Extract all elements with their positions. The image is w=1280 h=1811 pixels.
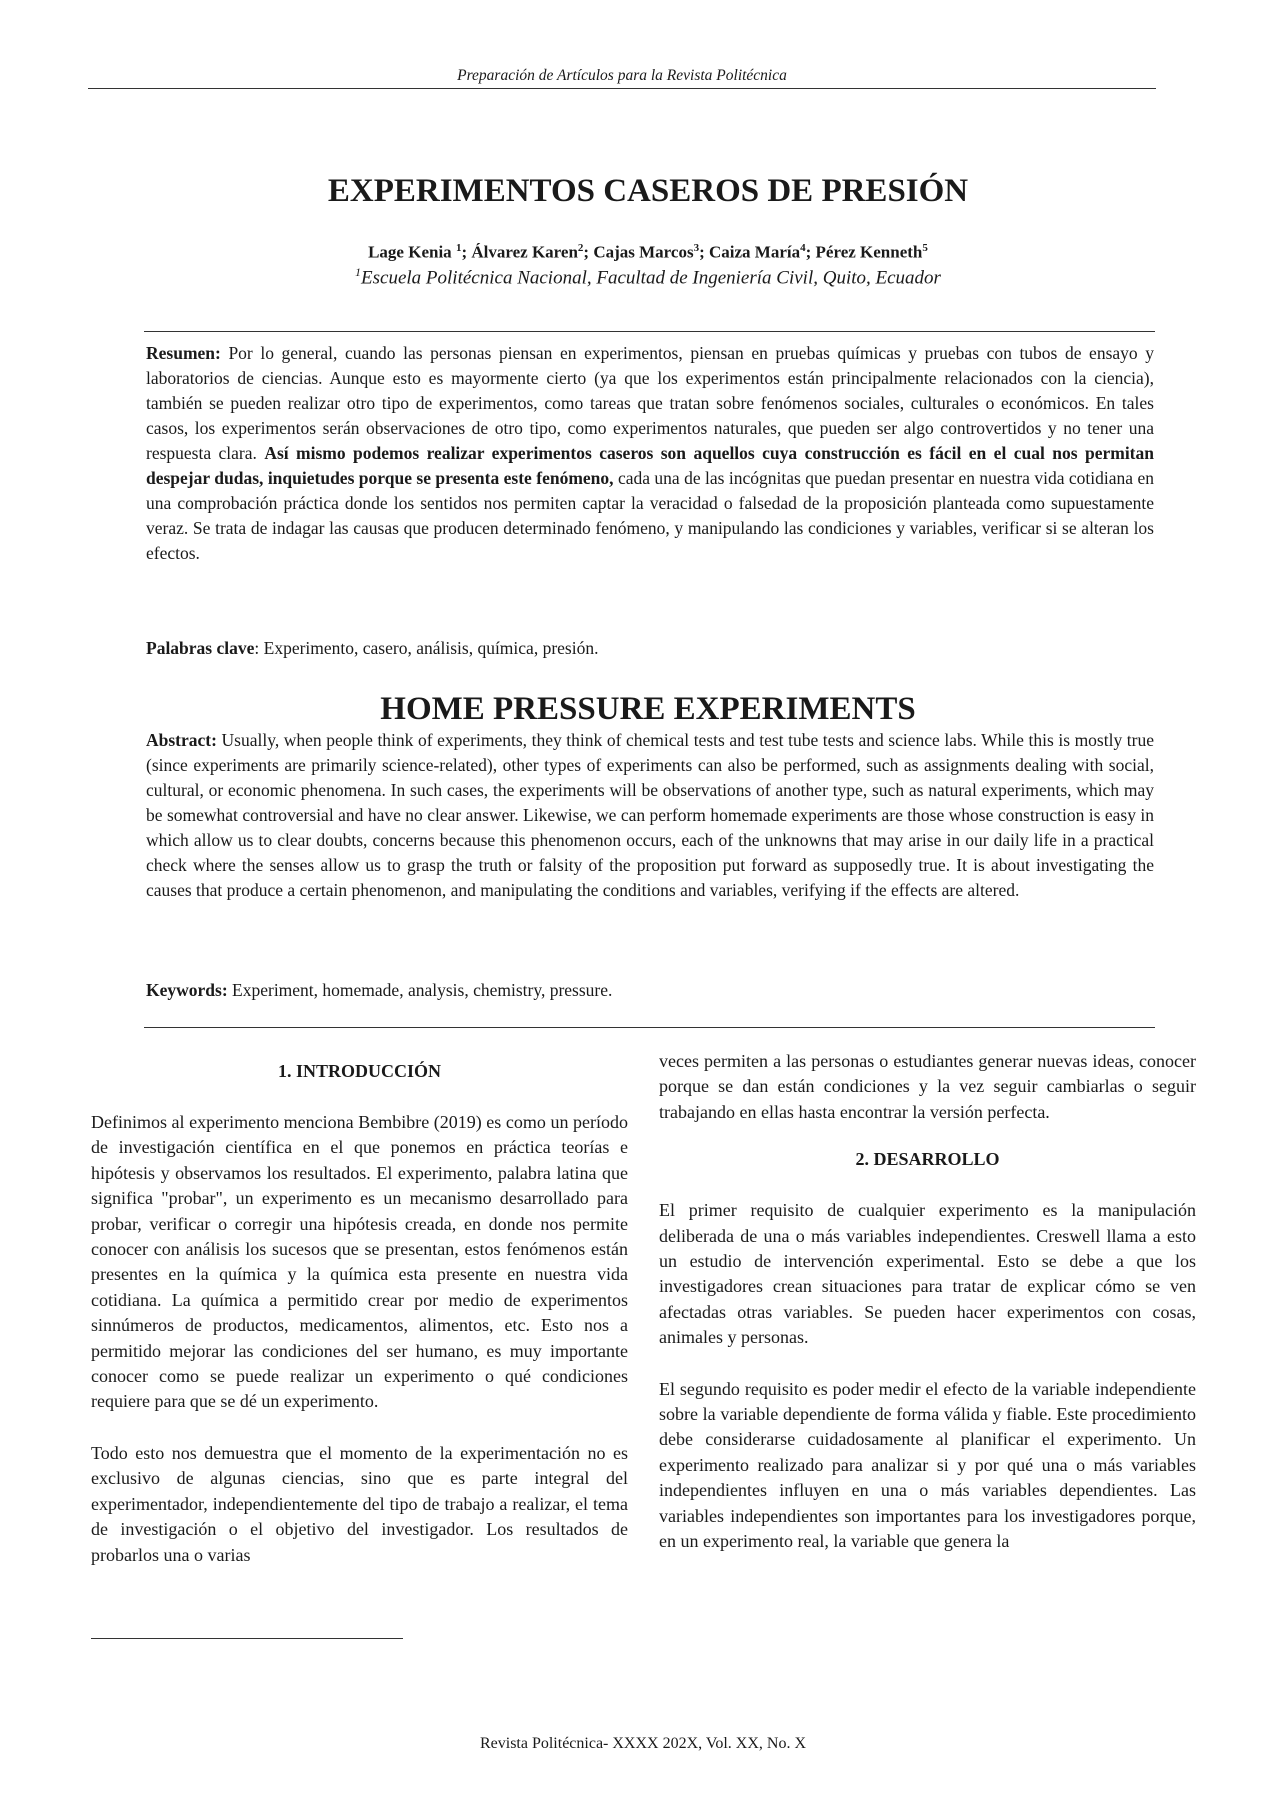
abstract-bottom-rule — [144, 1027, 1155, 1028]
affiliation — [88, 259, 1208, 291]
desarrollo-paragraph-2: El segundo requisito es poder medir el efecto de la variable independiente sobre la variable dependiente de forma válida y fiable. Este procedimiento debe considerarse cuidadosamente al planificar el experimento. Un experimento realizado para analizar si y por qué una o más variables independientes influyen en una o más variables dependientes. Las variables independientes son importantes para los investigadores porque, en un experimento real, la variable que genera la — [659, 1378, 1196, 1552]
resumen-paragraph — [146, 341, 1154, 566]
intro-paragraph-2-continued: veces permiten a las personas o estudiantes generar nuevas ideas, conocer porque se dan están condiciones y la vez seguir cambiarlas o seguir trabajando en ellas hasta encontrar la versión perfecta. — [659, 1051, 1196, 1122]
resumen-bold-text: Así mismo podemos realizar experimentos caseros son aquellos cuya construcción es fácil en el cual nos permitan despejar dudas, inquietudes porque se presenta este fenómeno, — [146, 443, 1154, 488]
author-separator: ; — [583, 242, 594, 262]
running-footer: Revista Politécnica- XXXX 202X, Vol. XX, No. X — [479, 1735, 807, 1752]
author-name: Cajas Marcos — [593, 242, 694, 262]
abstract-top-rule — [144, 331, 1155, 332]
author-name: Caiza María — [709, 242, 801, 262]
abstract-paragraph — [146, 728, 1154, 903]
intro-paragraph-2: Todo esto nos demuestra que el momento de la experimentación no es exclusivo de algunas ciencias, sino que es parte integral del experimentador, independientemente del tipo de trabajo a realizar, el tema de investigación o el objetivo del investigador. Los resultados de probarlos una o varias — [91, 1442, 628, 1565]
paper-title: EXPERIMENTOS CASEROS DE PRESIÓN — [327, 173, 969, 209]
left-column — [91, 1048, 628, 1568]
author-sup: 2 — [577, 242, 584, 254]
intro-paragraph-1: Definimos al experimento menciona Bembibre (2019) es como un período de investigación científica en el que ponemos en práctica teorías e hipótesis y observamos los resultados. El experimento, palabra latina que significa "probar", un experimento es un mecanismo desarrollado para probar, verificar o corregir una hipótesis creada, en donde nos permite conocer con análisis los sucesos que se presentan, estos fenómenos están presentes en la química y la química esta presente en nuestra vida cotidiana. La química a permitido crear por medio de experimentos sinnúmeros de productos, medicamentos, alimentos, etc. Esto nos a permitido mejorar las condiciones del ser humano, es muy importante conocer como se puede realizar un experimento o qué condiciones requiere para que se dé un experimento. — [91, 1112, 628, 1412]
right-column — [659, 1049, 1196, 1555]
author-name: Pérez Kenneth — [815, 242, 923, 262]
palabras-clave-text: : Experimento, casero, análisis, química, presión. — [254, 638, 599, 658]
abstract-label: Abstract: — [146, 730, 217, 750]
palabras-clave — [146, 636, 1154, 661]
author-sup: 5 — [922, 242, 928, 254]
keywords-label: Keywords: — [146, 980, 228, 1000]
abstract-text: Usually, when people think of experiments, they think of chemical tests and test tube tests and science labs. While this is mostly true (since experiments are primarily science-related), other types of experiments can also be performed, such as assignments dealing with social, cultural, or economic phenomena. In such cases, the experiments will be observations of another type, such as natural experiments, which may be somewhat controversial and have no clear answer. Likewise, we can perform homemade experiments are those whose construction is easy in which allow us to clear doubts, concerns because this phenomenon occurs, each of the unknowns that may arise in our daily life in a practical check where the senses allow us to grasp the truth or falsity of the proposition put forward as supposedly true. It is about investigating the causes that produce a certain phenomenon, and manipulating the conditions and variables, verifying if the effects are altered. — [146, 730, 1154, 900]
keywords-text: Experiment, homemade, analysis, chemistry, pressure. — [227, 980, 613, 1000]
author-sup: 3 — [693, 242, 700, 254]
author-sup: 1 — [455, 242, 462, 254]
palabras-clave-label: Palabras clave — [146, 638, 255, 658]
affiliation-text: Escuela Politécnica Nacional, Facultad de Ingeniería Civil, Quito, Ecuador — [361, 267, 941, 289]
section-heading-introduccion: 1. INTRODUCCIÓN — [277, 1061, 441, 1081]
affiliation-sup: 1 — [355, 265, 362, 279]
desarrollo-paragraph-1: El primer requisito de cualquier experimento es la manipulación deliberada de una o más variables independientes. Creswell llama a esto un estudio de intervención experimental. Esto se debe a que los investigadores crean situaciones para tratar de explicar cómo se ven afectadas otras variables. Se pueden hacer experimentos con cosas, animales y personas. — [659, 1200, 1196, 1348]
author-separator: ; — [699, 242, 709, 262]
english-title: HOME PRESSURE EXPERIMENTS — [380, 691, 916, 727]
author-separator: ; — [461, 242, 472, 262]
author-name: Álvarez Karen — [471, 242, 578, 262]
resumen-label: Resumen: — [146, 343, 221, 363]
footnote-rule — [91, 1638, 403, 1639]
author-separator: ; — [805, 242, 816, 262]
author-name: Lage Kenia — [368, 242, 456, 262]
header-rule — [88, 88, 1156, 89]
running-header: Preparación de Artículos para la Revista Politécnica — [457, 67, 787, 84]
keywords — [146, 978, 1154, 1003]
resumen-text-cont: cada una de las incógnitas que puedan presentar en nuestra vida cotidiana en una comprobación práctica donde los sentidos nos permiten captar la veracidad o falsedad de la proposición planteada como supuestamente veraz. Se trata de indagar las causas que producen determinado fenómeno, y manipulando las condiciones y variables, verificar si se alteran los efectos. — [146, 468, 1154, 563]
section-heading-desarrollo: 2. DESARROLLO — [855, 1149, 1000, 1170]
resumen-text: Por lo general, cuando las personas piensan en experimentos, piensan en pruebas químicas y pruebas con tubos de ensayo y laboratorios de ciencias. Aunque esto es mayormente cierto (ya que los experimentos están principalmente relacionados con la ciencia), también se pueden realizar otro tipo de experimentos, como tareas que tratan sobre fenómenos sociales, culturales o económicos. En tales casos, los experimentos serán observaciones de otro tipo, como experimentos naturales, que pueden ser algo controvertidos y no tener una respuesta clara. — [146, 343, 1154, 463]
author-sup: 4 — [800, 242, 806, 254]
